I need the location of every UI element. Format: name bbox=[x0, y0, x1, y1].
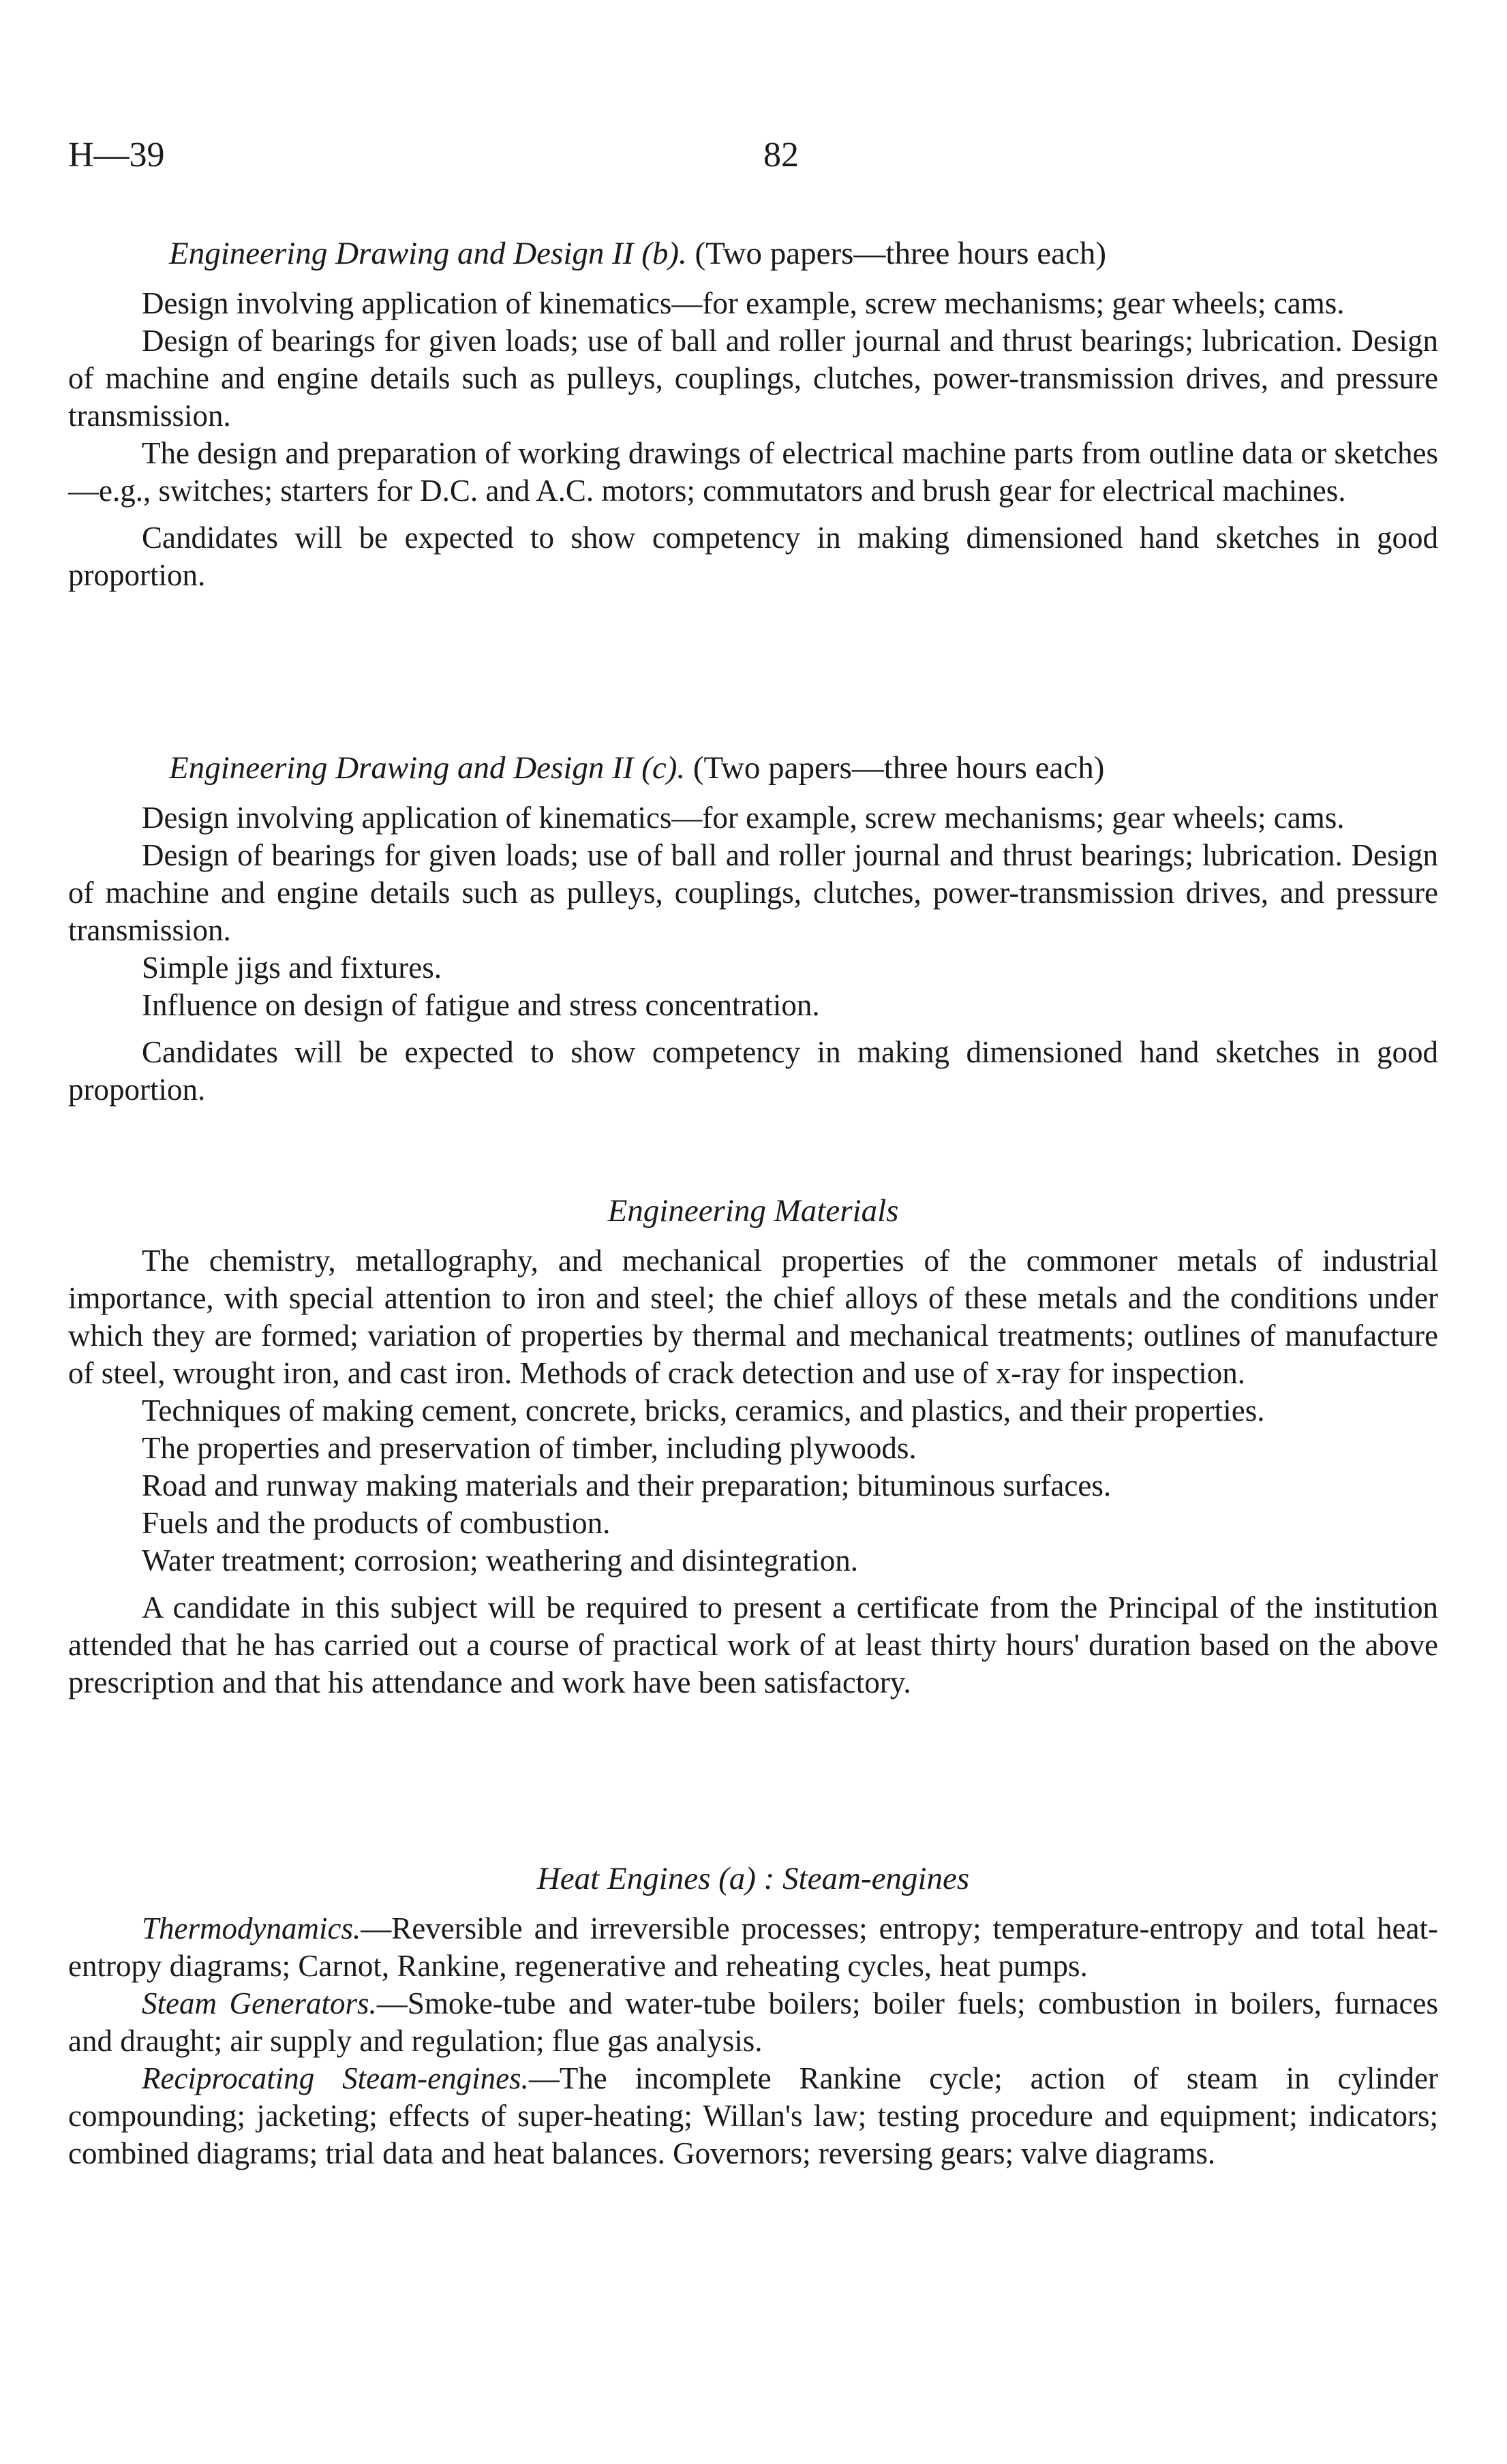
paragraph: Design of bearings for given loads; use of ball and roller journal and thrust bearings; lubrication. Design of machine and engine details such as pulleys, couplings, clutches, power-transmission drives, and pressure transmission. bbox=[68, 838, 1438, 947]
title-italic: Heat Engines (a) : Steam-engines bbox=[536, 1861, 970, 1896]
section-title bbox=[68, 1860, 1438, 1898]
subheading: Steam Generators. bbox=[142, 1986, 377, 2020]
paragraph: Water treatment; corrosion; weathering and disintegration. bbox=[142, 1543, 859, 1577]
paragraph: Design of bearings for given loads; use of ball and roller journal and thrust bearings; lubrication. Design of machine and engine details such as pulleys, couplings, clutches, power-transmission drives, and pressure transmission. bbox=[68, 324, 1438, 433]
paragraph bbox=[68, 1985, 1438, 2060]
page-number: 82 bbox=[763, 136, 799, 174]
title-italic: Engineering Drawing and Design II (b). bbox=[169, 236, 687, 271]
subheading: Thermodynamics. bbox=[142, 1911, 361, 1945]
subheading: Reciprocating Steam-engines. bbox=[142, 2061, 529, 2095]
paragraph bbox=[68, 1910, 1438, 1985]
title-note: (Two papers—three hours each) bbox=[695, 236, 1107, 271]
paragraph bbox=[68, 2060, 1438, 2172]
paragraph: Fuels and the products of combustion. bbox=[142, 1506, 611, 1540]
paragraph: The design and preparation of working drawings of electrical machine parts from outline data or sketches—e.g., switches; starters for D.C. and A.C. motors; commutators and brush gear for electrical machines. bbox=[68, 436, 1438, 508]
section-heat-engines bbox=[68, 1860, 1438, 2172]
paragraph-text: —Smoke-tube and water-tube boilers; boiler fuels; combustion in boilers, furnaces and draught; air supply and regulation; flue gas analysis. bbox=[68, 1986, 1438, 2058]
section-drawing-design-c bbox=[68, 750, 1438, 1109]
paragraph-text: —Reversible and irreversible processes; entropy; temperature-entropy and total heat-entropy diagrams; Carnot, Rankine, regenerative and reheating cycles, heat pumps. bbox=[68, 1911, 1438, 1983]
paragraph: The chemistry, metallography, and mechanical properties of the commoner metals of industrial importance, with special attention to iron and steel; the chief alloys of these metals and the conditions under which they are formed; variation of properties by thermal and mechanical treatments; outlines of manufacture of steel, wrought iron, and cast iron. Methods of crack detection and use of x-ray for inspection. bbox=[68, 1244, 1438, 1390]
paragraph: Design involving application of kinematics—for example, screw mechanisms; gear wheels; cams. bbox=[142, 286, 1345, 320]
title-italic: Engineering Drawing and Design II (c). bbox=[169, 750, 686, 786]
paragraph: A candidate in this subject will be required to present a certificate from the Principal of the institution attended that he has carried out a course of practical work of at least thirty hours' duration based on the above prescription and that his attendance and work have been satisfactory. bbox=[68, 1590, 1438, 1699]
title-italic: Engineering Materials bbox=[607, 1193, 899, 1229]
paragraph: The properties and preservation of timber, including plywoods. bbox=[142, 1431, 917, 1465]
paragraph: Candidates will be expected to show competency in making dimensioned hand sketches in good proportion. bbox=[68, 1035, 1438, 1107]
title-note: (Two papers—three hours each) bbox=[692, 750, 1105, 786]
paragraph: Influence on design of fatigue and stress concentration. bbox=[142, 988, 820, 1022]
paragraph: Design involving application of kinematics—for example, screw mechanisms; gear wheels; cams. bbox=[142, 801, 1345, 835]
paragraph: Techniques of making cement, concrete, bricks, ceramics, and plastics, and their properties. bbox=[142, 1393, 1265, 1428]
section-title bbox=[68, 235, 1438, 273]
paragraph-text: —The incomplete Rankine cycle; action of steam in cylinder compounding; jacketing; effects of super-heating; Willan's law; testing procedure and equipment; indicators; combined diagrams; trial data and heat balances. Governors; reversing gears; valve diagrams. bbox=[68, 2061, 1438, 2170]
section-drawing-design-b bbox=[68, 235, 1438, 594]
section-title bbox=[68, 750, 1438, 787]
paragraph: Simple jigs and fixtures. bbox=[142, 951, 442, 985]
page-header bbox=[68, 136, 1438, 184]
paragraph: Candidates will be expected to show competency in making dimensioned hand sketches in good proportion. bbox=[68, 521, 1438, 592]
paragraph: Road and runway making materials and their preparation; bituminous surfaces. bbox=[142, 1468, 1112, 1503]
section-title bbox=[68, 1192, 1438, 1230]
document-reference: H—39 bbox=[68, 136, 165, 174]
section-engineering-materials bbox=[68, 1192, 1438, 1701]
